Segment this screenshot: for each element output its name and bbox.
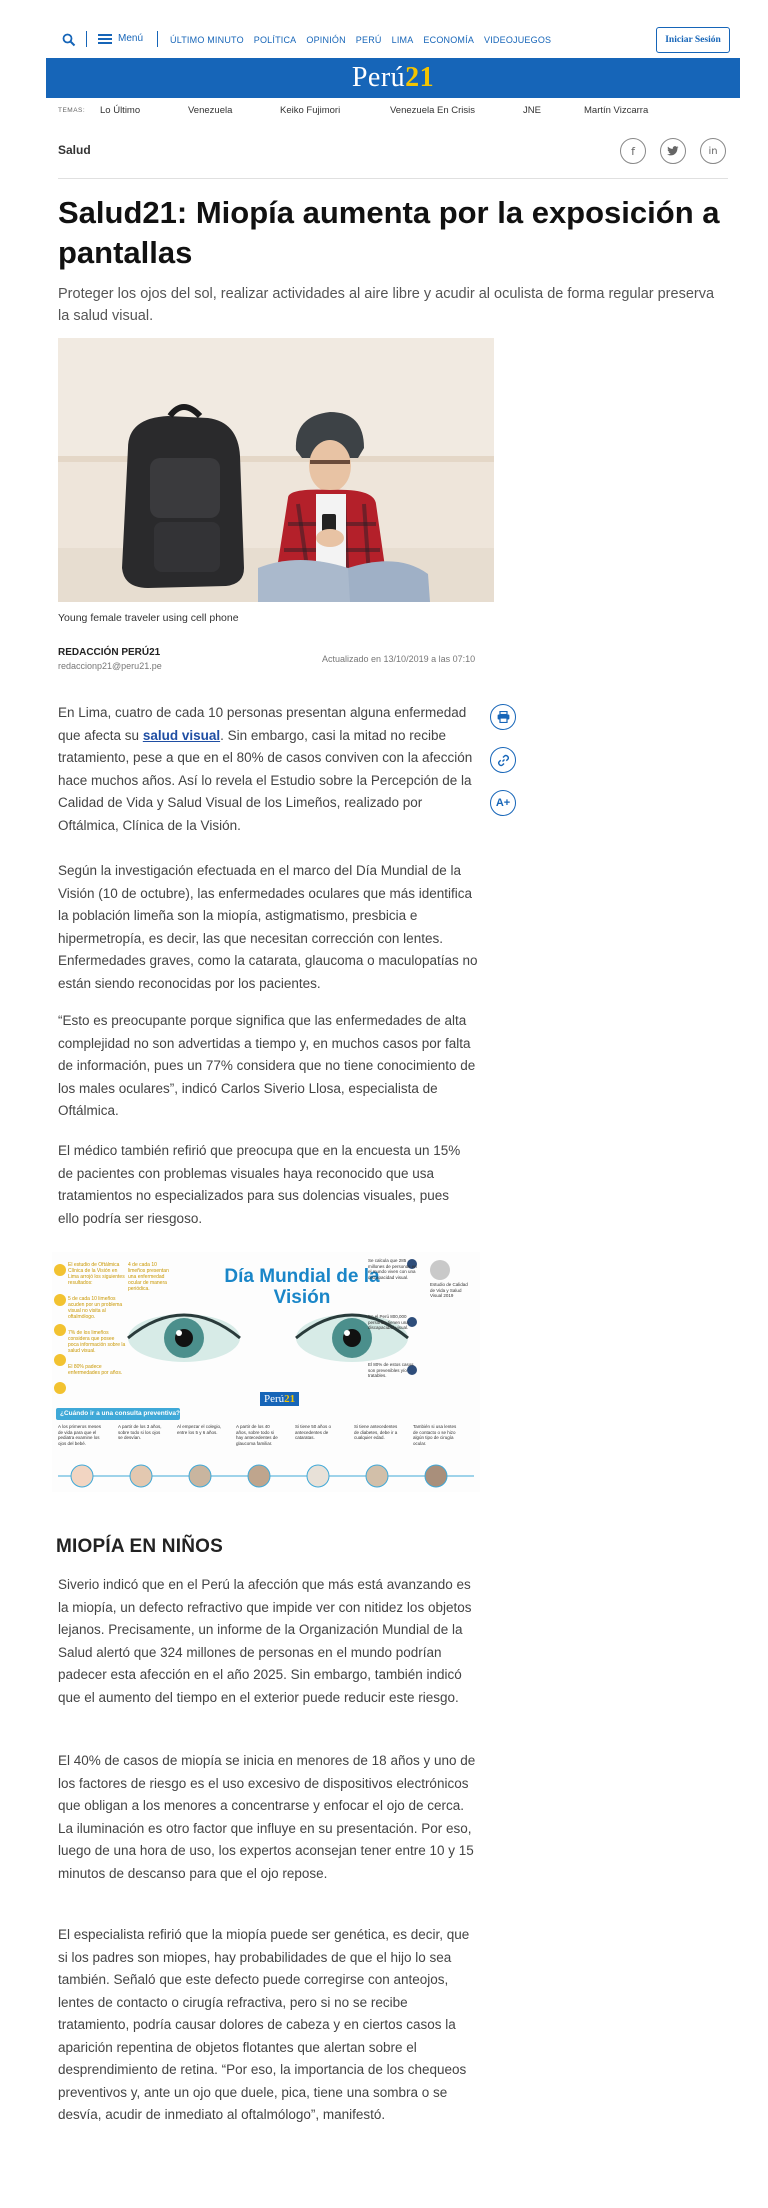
top-bar [0,0,768,58]
nav-videojuegos[interactable]: VIDEOJUEGOS [484,35,552,45]
infographic-step: Al empezar el colegio, entre los 5 y 6 años. [177,1424,222,1435]
paragraph-2: Según la investigación efectuada en el marco del Día Mundial de la Visión (10 de octubre), las enfermedades oculares que más identifica la población limeña son la miopía, astigmatismo, presbicia e hipermetropía, es decir, las que necesitan corrección con lentes. Enfermedades graves, como la catarata, glaucoma o maculopatías no están siendo reconocidas por los pacientes. [58,863,478,991]
infographic-left-note: 4 de cada 10 limeños presentan una enfermedad ocular de manera periódica. [128,1262,169,1292]
topic-lo-ultimo[interactable]: Lo Último [100,104,141,116]
infographic-quote: Estudio de Calidad de Vida y Salud Visual 2019 [430,1282,468,1298]
infographic-question: ¿Cuándo ir a una consulta preventiva? [56,1408,180,1420]
menu-label: Menú [118,33,144,44]
infographic-right-note: Se calcula que 285 millones de personas en el mundo viven con una discapacidad visual. [368,1258,417,1280]
section-row [58,135,728,179]
image-caption: Young female traveler using cell phone [58,612,239,624]
hamburger-icon [98,34,112,44]
site-logo[interactable]: Perú21 [351,62,435,93]
article-subhead: Proteger los ojos del sol, realizar actividades al aire libre y acudir al oculista de forma regular preserva la salud visual. [58,286,715,324]
paragraph-1 [58,702,478,837]
topic-martin-vizcarra[interactable]: Martín Vizcarra [584,104,649,116]
nav-opinion[interactable]: OPINIÓN [306,35,346,45]
infographic-step: A partir de los 3 años, sobre todo si los ojos se desvían. [118,1424,162,1440]
link-icon[interactable] [490,747,516,773]
twitter-icon[interactable] [660,138,686,164]
topic-keiko-fujimori[interactable]: Keiko Fujimori [280,104,341,116]
topic-venezuela-en-crisis[interactable]: Venezuela En Crisis [390,104,476,116]
infographic-step: Si tiene antecedentes de diabetes, debe ir a cualquier edad. [354,1424,398,1440]
login-button[interactable]: Iniciar Sesión [656,27,730,53]
print-icon[interactable] [490,704,516,730]
paragraph-4: El médico también refirió que preocupa que en la encuesta un 15% de pacientes con problemas visuales haya reconocido que usa tratamientos no especializados para sus dolencias visuales, pues ello podría ser riesgoso. [58,1143,461,1226]
topic-venezuela[interactable]: Venezuela [188,104,233,116]
infographic-step: También si usa lentes de contacto o se hizo algún tipo de cirugía ocular. [413,1424,457,1446]
brand-band [46,58,740,98]
infographic-title: Día Mundial de la Visión [224,1266,380,1308]
updated-date: Actualizado en 13/10/2019 a las 07:10 [322,654,476,664]
divider [86,31,87,47]
infographic-left-note: 7% de los limeños considera que posee poca información sobre la salud visual. [68,1330,126,1354]
linkedin-icon[interactable]: in [700,138,726,164]
infographic [52,1252,480,1492]
paragraph-1-text-b: . Sin embargo, casi la mitad no recibe tratamiento, pese a que en el 80% de casos conviven con la afección hace muchos años. Así lo revela el Estudio sobre la Percepción de la Calidad de Vida y Salud Visual de los Limeños, realizado por Oftálmica, Clínica de la Visión. [58,727,473,833]
topic-jne[interactable]: JNE [523,104,541,116]
infographic-step: Si tiene 50 años o antecedentes de cataratas. [295,1424,332,1440]
paragraph-6: El 40% de casos de miopía se inicia en menores de 18 años y uno de los factores de riesgo es el uso excesivo de dispositivos electrónicos que obligan a los menores a concentrarse y enfocar el ojo de cerca. La iluminación es otro factor que influye en su presentación. Por eso, luego de una hora de uso, los expertos aconsejan tener entre 10 y 15 minutos de descanso para que el ojo repose. [58,1753,476,1881]
infographic-left-note: El 80% padece enfermedades por años. [68,1364,123,1376]
nav-economia[interactable]: ECONOMÍA [423,35,475,45]
facebook-icon[interactable]: f [620,138,646,164]
top-nav [170,35,551,45]
infographic-right-note: El 80% de estos casos son prevenibles y/o tratables. [368,1362,414,1378]
paragraph-1-text-a: En Lima, cuatro de cada 10 personas presentan alguna enfermedad que afecta su [58,705,467,743]
search-icon[interactable] [62,33,76,47]
nav-peru[interactable]: PERÚ [355,35,382,45]
author-name[interactable]: REDACCIÓN PERÚ21 [58,647,161,658]
topics-label: TEMAS: [58,106,86,114]
infographic-right-note: En el Perú 800,000 personas tienen una discapacidad visual. [368,1314,409,1330]
font-size-icon[interactable]: A+ [490,790,516,816]
topics-bar [58,99,728,121]
infographic-step: A los primeros meses de vida para que el pediatra examine los ojos del bebé. [58,1424,102,1446]
infographic-logo: Perú21 [260,1392,299,1406]
section-name[interactable]: Salud [58,143,91,157]
nav-lima[interactable]: LIMA [391,35,414,45]
paragraph-3: “Esto es preocupante porque significa que las enfermedades de alta complejidad no son advertidas a tiempo y, en muchos casos por falta de información, pues un 77% considera que no tiene conocimiento de los males oculares”, indicó Carlos Siverio Llosa, especialista de Oftálmica. [58,1013,476,1118]
author-email[interactable]: redaccionp21@peru21.pe [58,661,162,671]
section-heading: MIOPÍA EN NIÑOS [56,1536,223,1557]
article-main-image [58,338,494,602]
infographic-left-note: El estudio de Oftálmica Clínica de la Visión en Lima arrojó los siguientes resultados: [68,1262,125,1286]
menu-button[interactable] [98,33,143,44]
salud-visual-link[interactable]: salud visual [142,727,221,743]
infographic-step: A partir de los 40 años, sobre todo si hay antecedentes de glaucoma familiar. [236,1424,278,1446]
divider [157,31,158,47]
nav-ultimo-minuto[interactable]: ÚLTIMO MINUTO [170,35,244,45]
paragraph-7: El especialista refirió que la miopía puede ser genética, es decir, que si los padres son miopes, hay probabilidades de que el hijo lo sea también. Señaló que este defecto puede corregirse con anteojos, lentes de contacto o cirugía refractiva, pero si no se recibe tratamiento, podría causar dolores de cabeza y en ciertos casos la aparición repentina de objetos flotantes que alertan sobre el desprendimiento de retina. “Por eso, la importancia de los chequeos preventivos y, ante un ojo que duele, pica, tiene una sombra o se desvía, acudir de inmediato al oftalmólogo”, manifestó. [58,1927,470,2122]
infographic-left-note: 5 de cada 10 limeños acuden por un problema visual no visita al oftalmólogo. [68,1296,123,1320]
nav-politica[interactable]: POLÍTICA [253,35,297,45]
page-title: Salud21: Miopía aumenta por la exposición a pantallas [58,195,720,270]
paragraph-5: Siverio indicó que en el Perú la afección que más está avanzando es la miopía, un defecto refractivo que impide ver con nitidez los objetos lejanos. Precisamente, un informe de la Organización Mundial de la Salud alertó que 324 millones de personas en el mundo podrían padecer esta afección en el año 2025. Sin embargo, también indicó que el aumento del tiempo en el exterior puede reducir este riesgo. [58,1577,472,1705]
